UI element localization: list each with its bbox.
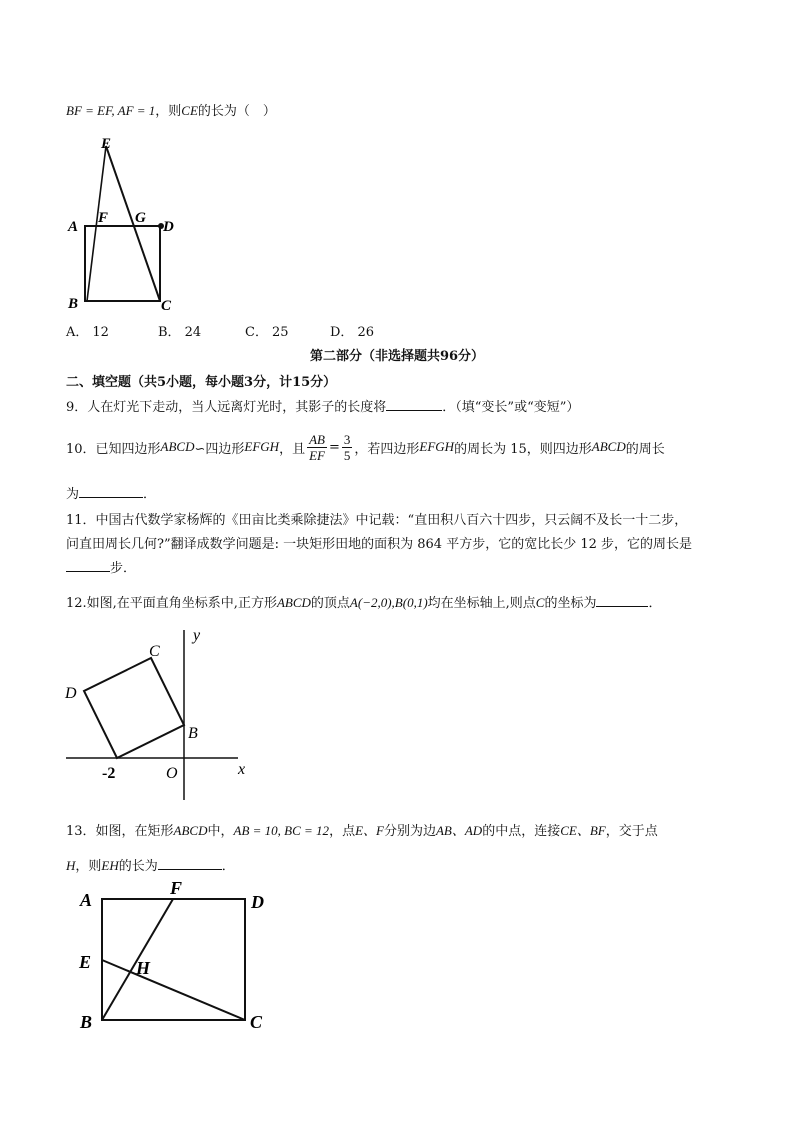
q13-label-b: B: [80, 1012, 93, 1032]
q8-label-d: D: [163, 219, 174, 235]
q13-label-e: E: [79, 952, 92, 972]
q13-label-f: F: [170, 878, 183, 898]
q8-option-b[interactable]: B． 24: [158, 325, 202, 340]
q12: 12.如图,在平面直角坐标系中,正方形ABCD的顶点A(−2,0),B(0,1)均在坐标轴上,则点C的坐标为 ．: [66, 595, 662, 611]
q8-label-f: F: [98, 210, 109, 226]
q8-option-a[interactable]: A． 12: [66, 325, 109, 340]
q8-stem-tail: BF = EF, AF = 1，则CE的长为（ ）: [66, 103, 276, 119]
q12-label-b: B: [188, 725, 198, 742]
q8-label-c: C: [161, 298, 172, 314]
q12-label-y: y: [193, 627, 201, 644]
q13: 13．如图，在矩形ABCD中，AB = 10, BC = 12，点E、F分别为边AB、AD的中点，连接CE、BF，交于点: [66, 823, 658, 839]
q11-answer-blank[interactable]: [66, 559, 110, 572]
q12-label-o: O: [166, 765, 178, 782]
q13-answer-blank[interactable]: [158, 857, 222, 870]
q9-answer-blank[interactable]: [386, 398, 442, 411]
q13-figure: [72, 878, 282, 1038]
q8-figure: [62, 130, 192, 320]
q8-label-g: G: [135, 210, 146, 226]
q12-label-x: x: [238, 761, 246, 778]
q13-label-a: A: [80, 890, 93, 910]
q12-figure: [60, 622, 260, 807]
q13-line2: H，则EH的长为 ．: [66, 858, 235, 874]
q8-option-c[interactable]: C． 25: [245, 325, 289, 340]
q10: 10．已知四边形 ABCD ∽四边形 EFGH ，且 $\frac{AB}{EF}$ = $\frac{3}{5}$ ，若四边形 EFGH 的周长为 15，则四边形 ABCD 的周长: [66, 431, 665, 463]
q13-label-h: H: [136, 958, 151, 978]
q8-label-a: A: [68, 219, 79, 235]
q11-line2: 问直田周长几何?”翻译成数学问题是: 一块矩形田地的面积为 864 平方步，它的宽比长少 12 步，它的周长是: [66, 537, 693, 552]
q13-label-d: D: [251, 892, 264, 912]
q8-option-d[interactable]: D． 26: [330, 325, 374, 340]
q10-ratio-fraction: $\frac{AB}{EF}$: [309, 431, 325, 463]
q10-line2: 为 ．: [66, 487, 157, 502]
q12-label-c: C: [149, 643, 160, 660]
q8-label-e: E: [101, 136, 112, 152]
part2-title: 第二部分（非选择题共96分）: [309, 349, 485, 364]
q9: 9．人在灯光下走动，当人远离灯光时，其影子的长度将 ．（填“变长”或“变短”）: [66, 400, 580, 415]
q12-answer-blank[interactable]: [596, 594, 648, 607]
q11-line1: 11．中国古代数学家杨辉的《田亩比类乘除捷法》中记载：“直田积八百六十四步，只云阔不及长一十二步，: [66, 513, 688, 528]
q8-label-b: B: [68, 296, 79, 312]
q13-label-c: C: [250, 1012, 263, 1032]
q10-value-fraction: $\frac{3}{5}$: [343, 431, 351, 463]
q12-label-d: D: [65, 685, 77, 702]
q10-answer-blank[interactable]: [79, 485, 143, 498]
q11-line3: 步．: [66, 557, 136, 576]
q8-condition: BF = EF, AF = 1: [66, 103, 156, 118]
section-title: 二、填空题（共5小题，每小题3分，计15分）: [66, 375, 337, 390]
q12-label-neg2: -2: [102, 765, 116, 782]
